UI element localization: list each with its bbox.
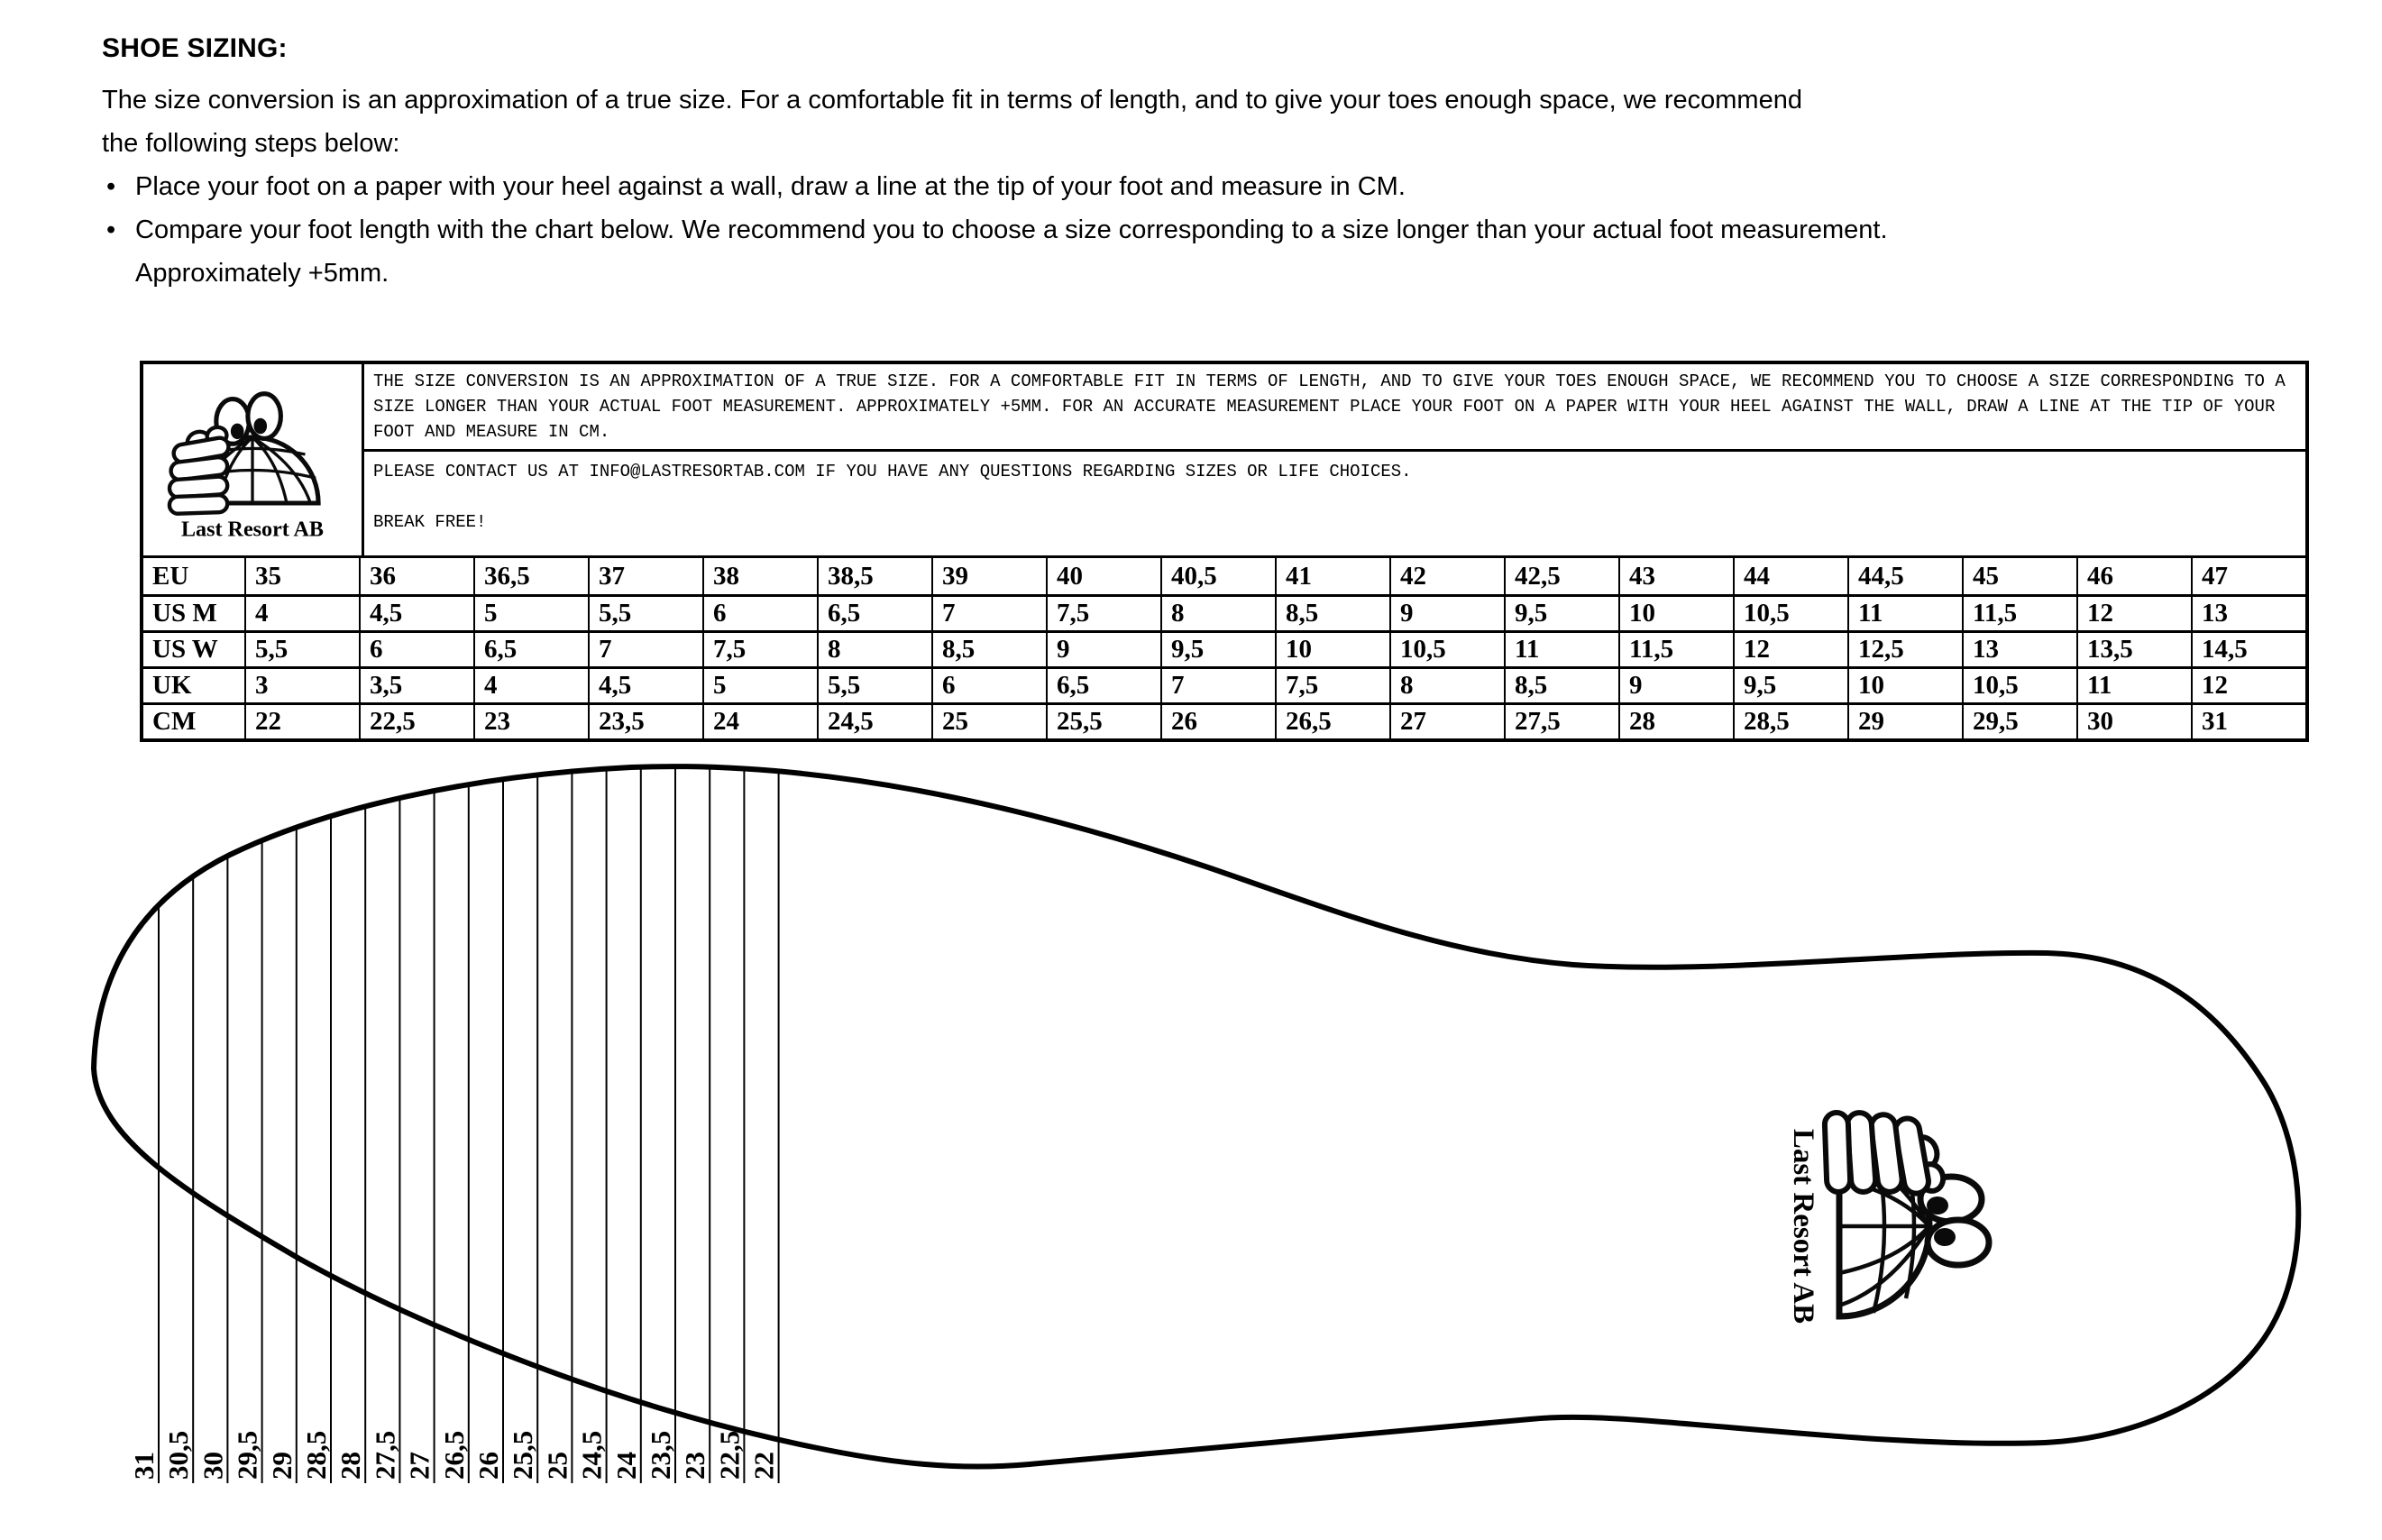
size-value-cell: 10: [1849, 669, 1964, 702]
cm-mark-label: 23,5: [645, 1430, 676, 1480]
size-row-label: UK: [143, 669, 246, 702]
size-value-cell: 7,5: [1277, 669, 1391, 702]
size-value-cell: 8,5: [1506, 669, 1620, 702]
tagline-text: BREAK FREE!: [373, 512, 487, 532]
size-value-cell: 47: [2202, 561, 2228, 591]
cm-mark-label: 27: [403, 1452, 435, 1480]
size-value-cell: 8,5: [1277, 597, 1391, 630]
intro-description-line: the following steps below:: [102, 129, 400, 158]
size-value-cell: 9: [1048, 633, 1162, 666]
size-value-cell: 44: [1735, 558, 1849, 594]
cm-mark-label: 26: [472, 1452, 504, 1480]
cm-mark-label: 23: [679, 1452, 711, 1480]
size-value-cell: 9,5: [1162, 633, 1277, 666]
cm-mark-label: 25: [541, 1452, 573, 1480]
size-value-cell: 46: [2078, 558, 2193, 594]
size-value-cell: 40: [1048, 558, 1162, 594]
size-value-cell: 44,5: [1849, 558, 1964, 594]
size-value-cell: 13: [1964, 633, 2078, 666]
cm-mark-label: 28,5: [300, 1430, 332, 1480]
size-value-cell: 8: [819, 633, 933, 666]
size-value-cell: 13,5: [2078, 633, 2193, 666]
size-value-cell: 12,5: [1849, 633, 1964, 666]
cm-mark-label: 25,5: [507, 1430, 539, 1480]
size-value-cell: 7: [933, 597, 1048, 630]
size-value-cell: 24,5: [819, 705, 933, 738]
size-value-cell: 37: [590, 558, 704, 594]
cm-mark-label: 31: [128, 1452, 160, 1480]
size-value-cell: 25: [933, 705, 1048, 738]
size-value-cell: 14,5: [2202, 635, 2248, 664]
cm-mark-label: 28: [334, 1452, 367, 1480]
size-value-cell: 11: [1849, 597, 1964, 630]
size-value-cell: 5: [475, 597, 590, 630]
size-value-cell: 8,5: [933, 633, 1048, 666]
size-value-cell: 41: [1277, 558, 1391, 594]
size-value-cell: 10,5: [1964, 669, 2078, 702]
size-value-cell: 6,5: [819, 597, 933, 630]
rotated-heel-logo-icon: [1787, 1112, 1989, 1324]
size-value-cell: 38,5: [819, 558, 933, 594]
size-value-cell: 31: [2202, 707, 2228, 736]
cm-mark-label: 30: [197, 1452, 229, 1480]
size-value-cell: 42: [1391, 558, 1506, 594]
size-value-cell: 9: [1391, 597, 1506, 630]
size-value-cell: 13: [2202, 599, 2228, 628]
size-value-cell: 3,5: [361, 669, 475, 702]
size-value-cell: 5,5: [590, 597, 704, 630]
size-value-cell: 35: [246, 558, 361, 594]
size-value-cell: 36: [361, 558, 475, 594]
cm-mark-label: 24: [609, 1452, 642, 1480]
size-value-cell: 22: [246, 705, 361, 738]
size-value-cell: 25,5: [1048, 705, 1162, 738]
size-value-cell: 7: [590, 633, 704, 666]
bullet-text-line: Place your foot on a paper with your heel against a wall, draw a line at the tip of your foot and measure in CM.: [135, 172, 1406, 201]
size-value-cell: 7,5: [1048, 597, 1162, 630]
size-value-cell: 4: [246, 597, 361, 630]
cm-mark-label: 22,5: [713, 1430, 746, 1480]
size-value-cell: 12: [2202, 671, 2228, 700]
size-value-cell: 23,5: [590, 705, 704, 738]
size-value-cell: 5,5: [246, 633, 361, 666]
size-value-cell: 5: [704, 669, 819, 702]
foot-sole-outline: [94, 766, 2298, 1466]
size-value-cell: 45: [1964, 558, 2078, 594]
size-value-cell: 26: [1162, 705, 1277, 738]
intro-description-line: The size conversion is an approximation of a true size. For a comfortable fit in terms of length, and to give your toes enough space, we recommend: [102, 86, 1802, 115]
size-value-cell: 40,5: [1162, 558, 1277, 594]
size-value-cell: 29,5: [1964, 705, 2078, 738]
size-row-label: US W: [143, 633, 246, 666]
size-value-cell: 7: [1162, 669, 1277, 702]
size-value-cell: 36,5: [475, 558, 590, 594]
size-value-cell: 28: [1620, 705, 1735, 738]
bullet-dot-icon: •: [106, 172, 116, 201]
size-row-label: EU: [143, 558, 246, 594]
size-row-label: CM: [143, 705, 246, 738]
size-value-cell: 8: [1162, 597, 1277, 630]
size-value-cell: 43: [1620, 558, 1735, 594]
size-value-cell: 4,5: [361, 597, 475, 630]
size-info-text: THE SIZE CONVERSION IS AN APPROXIMATION OF A TRUE SIZE. FOR A COMFORTABLE FIT IN TERMS OF LENGTH, AND TO GIVE YOUR TOES ENOUGH SPACE, WE RECOMMEND YOU TO CHOOSE A SIZE CORRESPONDING TO A SIZE LONGER THAN YOUR ACTUAL FOOT MEASUREMENT. APPROXIMATELY +5MM. FOR AN ACCURATE MEASUREMENT PLACE YOUR FOOT ON A PAPER WITH YOUR HEEL AGAINST THE WALL, DRAW A LINE AT THE TIP OF YOUR FOOT AND MEASURE IN CM.: [364, 364, 2305, 452]
size-value-cell: 4: [475, 669, 590, 702]
bullet-text-line: Compare your foot length with the chart below. We recommend you to choose a size corresponding to a size longer than your actual foot measurement.: [135, 215, 1888, 244]
size-value-cell: 4,5: [590, 669, 704, 702]
cm-ruler-lines: [159, 768, 779, 1483]
size-value-cell: 10: [1620, 597, 1735, 630]
size-value-cell: 8: [1391, 669, 1506, 702]
size-value-cell: 27,5: [1506, 705, 1620, 738]
size-value-cell: 30: [2078, 705, 2193, 738]
cm-mark-label: 22: [747, 1452, 780, 1480]
size-value-cell: 24: [704, 705, 819, 738]
bullet-dot-icon: •: [106, 215, 116, 244]
size-row-label: US M: [143, 597, 246, 630]
size-value-cell: 11: [2078, 669, 2193, 702]
size-value-cell: 10: [1277, 633, 1391, 666]
size-value-cell: 28,5: [1735, 705, 1849, 738]
size-value-cell: 6,5: [475, 633, 590, 666]
size-value-cell: 29: [1849, 705, 1964, 738]
size-value-cell: 6: [361, 633, 475, 666]
size-value-cell: 6: [933, 669, 1048, 702]
size-value-cell: 9,5: [1506, 597, 1620, 630]
contact-text: PLEASE CONTACT US AT INFO@LASTRESORTAB.COM IF YOU HAVE ANY QUESTIONS REGARDING SIZES OR LIFE CHOICES.: [373, 462, 1412, 481]
cm-mark-label: 27,5: [369, 1430, 401, 1480]
size-value-cell: 27: [1391, 705, 1506, 738]
size-value-cell: 22,5: [361, 705, 475, 738]
size-value-cell: 39: [933, 558, 1048, 594]
size-value-cell: 10,5: [1391, 633, 1506, 666]
size-value-cell: 12: [1735, 633, 1849, 666]
size-value-cell: 6: [704, 597, 819, 630]
bullet-text-line: Approximately +5mm.: [135, 259, 389, 288]
size-value-cell: 6,5: [1048, 669, 1162, 702]
size-value-cell: 5,5: [819, 669, 933, 702]
cm-mark-label: 24,5: [575, 1430, 608, 1480]
page-title: SHOE SIZING:: [102, 33, 288, 63]
size-value-cell: 26,5: [1277, 705, 1391, 738]
size-value-cell: 11,5: [1620, 633, 1735, 666]
size-value-cell: 9: [1620, 669, 1735, 702]
size-value-cell: 42,5: [1506, 558, 1620, 594]
cm-mark-label: 30,5: [162, 1430, 195, 1480]
size-value-cell: 3: [246, 669, 361, 702]
size-value-cell: 10,5: [1735, 597, 1849, 630]
cm-ruler-labels: [128, 1431, 780, 1480]
size-value-cell: 12: [2078, 597, 2193, 630]
size-value-cell: 23: [475, 705, 590, 738]
cm-mark-label: 29: [265, 1452, 298, 1480]
size-value-cell: 11,5: [1964, 597, 2078, 630]
cm-mark-label: 29,5: [231, 1430, 263, 1480]
size-value-cell: 38: [704, 558, 819, 594]
size-value-cell: 9,5: [1735, 669, 1849, 702]
size-value-cell: 7,5: [704, 633, 819, 666]
size-value-cell: 11: [1506, 633, 1620, 666]
cm-mark-label: 26,5: [437, 1430, 470, 1480]
